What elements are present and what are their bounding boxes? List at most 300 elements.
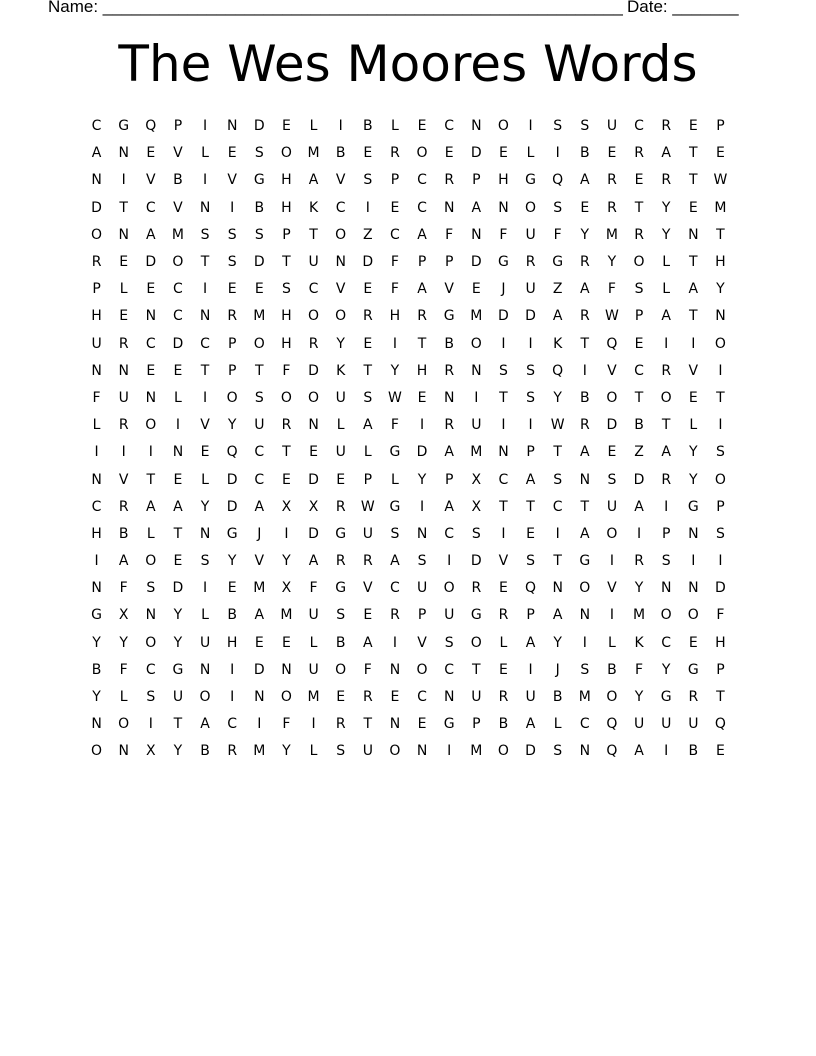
grid-letter[interactable]: C xyxy=(91,498,102,515)
grid-letter[interactable]: R xyxy=(607,199,617,216)
grid-letter[interactable]: O xyxy=(253,335,265,352)
grid-letter[interactable]: C xyxy=(634,118,644,135)
grid-letter[interactable]: O xyxy=(416,145,428,162)
grid-letter[interactable]: E xyxy=(499,145,508,162)
grid-letter[interactable]: D xyxy=(308,471,319,488)
grid-letter[interactable]: A xyxy=(580,281,590,298)
grid-letter[interactable]: I xyxy=(365,199,370,216)
grid-letter[interactable]: I xyxy=(392,634,397,651)
grid-letter[interactable]: L xyxy=(499,634,508,651)
grid-letter[interactable]: S xyxy=(227,254,237,271)
grid-letter[interactable]: U xyxy=(199,634,211,651)
grid-letter[interactable]: A xyxy=(525,471,536,488)
grid-letter[interactable]: A xyxy=(254,498,265,515)
grid-letter[interactable]: X xyxy=(281,498,292,515)
grid-letter[interactable]: M xyxy=(171,226,184,243)
grid-letter[interactable]: D xyxy=(606,417,618,434)
grid-letter[interactable]: U xyxy=(362,525,373,542)
grid-letter[interactable]: E xyxy=(146,362,156,379)
grid-letter[interactable]: R xyxy=(471,580,482,597)
grid-letter[interactable]: B xyxy=(91,661,102,678)
grid-letter[interactable]: E xyxy=(471,281,481,298)
grid-letter[interactable]: I xyxy=(202,118,208,135)
grid-letter[interactable]: V xyxy=(146,172,156,189)
grid-letter[interactable]: R xyxy=(579,308,590,325)
grid-letter[interactable]: S xyxy=(553,118,563,135)
grid-letter[interactable]: I xyxy=(148,444,153,461)
grid-letter[interactable]: A xyxy=(552,308,563,325)
grid-letter[interactable]: E xyxy=(119,308,129,325)
grid-letter[interactable]: O xyxy=(308,308,320,325)
grid-letter[interactable]: V xyxy=(688,362,699,379)
grid-letter[interactable]: V xyxy=(335,172,346,189)
grid-letter[interactable]: D xyxy=(470,145,482,162)
grid-letter[interactable]: M xyxy=(253,308,266,325)
grid-letter[interactable]: T xyxy=(499,498,508,515)
grid-letter[interactable]: T xyxy=(363,716,373,733)
grid-letter[interactable]: A xyxy=(688,281,699,298)
grid-letter[interactable]: I xyxy=(257,716,262,733)
grid-letter[interactable]: M xyxy=(633,607,646,624)
grid-letter[interactable]: W xyxy=(550,417,565,434)
grid-letter[interactable]: R xyxy=(444,362,455,379)
grid-letter[interactable]: S xyxy=(607,471,617,488)
grid-letter[interactable]: E xyxy=(390,199,400,216)
grid-letter[interactable]: I xyxy=(175,417,180,434)
grid-letter[interactable]: P xyxy=(634,308,644,325)
grid-letter[interactable]: Y xyxy=(580,226,590,243)
grid-letter[interactable]: I xyxy=(718,362,723,379)
grid-letter[interactable]: S xyxy=(200,553,210,570)
grid-letter[interactable]: E xyxy=(607,444,617,461)
grid-letter[interactable]: Y xyxy=(634,689,644,706)
grid-letter[interactable]: D xyxy=(308,362,319,379)
grid-letter[interactable]: Q xyxy=(552,172,564,189)
name-line[interactable]: Name: _______________________________________________________ xyxy=(48,0,623,16)
grid-letter[interactable]: N xyxy=(443,689,455,706)
grid-letter[interactable]: Y xyxy=(553,389,562,406)
grid-letter[interactable]: O xyxy=(280,389,292,406)
grid-letter[interactable]: R xyxy=(118,335,129,352)
grid-letter[interactable]: H xyxy=(281,172,292,189)
grid-letter[interactable]: E xyxy=(282,634,291,651)
grid-letter[interactable]: O xyxy=(714,471,726,488)
grid-letter[interactable]: C xyxy=(634,362,644,379)
grid-letter[interactable]: E xyxy=(716,145,725,162)
grid-letter[interactable]: O xyxy=(606,389,618,406)
grid-letter[interactable]: A xyxy=(146,498,156,515)
grid-letter[interactable]: A xyxy=(471,199,482,216)
grid-letter[interactable]: D xyxy=(715,580,726,597)
grid-letter[interactable]: I xyxy=(284,525,289,542)
grid-letter[interactable]: Q xyxy=(606,335,618,352)
grid-letter[interactable]: F xyxy=(92,389,101,406)
grid-letter[interactable]: Y xyxy=(661,226,671,243)
grid-letter[interactable]: Q xyxy=(525,580,537,597)
grid-letter[interactable]: I xyxy=(447,743,452,760)
grid-letter[interactable]: B xyxy=(335,634,346,651)
grid-letter[interactable]: B xyxy=(227,607,237,624)
grid-letter[interactable]: G xyxy=(389,444,401,461)
grid-letter[interactable]: I xyxy=(230,689,235,706)
grid-letter[interactable]: R xyxy=(444,417,455,434)
grid-letter[interactable]: L xyxy=(336,417,345,434)
grid-letter[interactable]: T xyxy=(200,362,210,379)
grid-letter[interactable]: H xyxy=(498,172,509,189)
grid-letter[interactable]: T xyxy=(282,444,291,461)
grid-letter[interactable]: Y xyxy=(92,634,101,651)
grid-letter[interactable]: N xyxy=(118,226,129,243)
grid-letter[interactable]: R xyxy=(390,607,400,624)
grid-letter[interactable]: P xyxy=(227,335,237,352)
grid-letter[interactable]: N xyxy=(199,199,211,216)
grid-letter[interactable]: E xyxy=(146,281,156,298)
grid-letter[interactable]: R xyxy=(498,607,509,624)
grid-letter[interactable]: I xyxy=(94,444,99,461)
grid-letter[interactable]: B xyxy=(607,661,617,678)
grid-letter[interactable]: S xyxy=(363,389,373,406)
grid-letter[interactable]: V xyxy=(417,634,427,651)
grid-letter[interactable]: M xyxy=(253,580,266,597)
grid-letter[interactable]: H xyxy=(226,634,238,651)
grid-letter[interactable]: R xyxy=(579,254,590,271)
grid-letter[interactable]: M xyxy=(470,308,483,325)
grid-letter[interactable]: C xyxy=(444,118,455,135)
grid-letter[interactable]: D xyxy=(172,580,184,597)
grid-letter[interactable]: M xyxy=(307,145,320,162)
grid-letter[interactable]: Y xyxy=(119,634,128,651)
grid-letter[interactable]: N xyxy=(443,389,455,406)
grid-letter[interactable]: Y xyxy=(553,634,562,651)
grid-letter[interactable]: S xyxy=(715,444,725,461)
grid-letter[interactable]: F xyxy=(119,661,128,678)
grid-letter[interactable]: Y xyxy=(716,281,725,298)
grid-letter[interactable]: E xyxy=(688,389,698,406)
grid-letter[interactable]: E xyxy=(688,634,698,651)
grid-letter[interactable]: N xyxy=(145,389,157,406)
grid-letter[interactable]: I xyxy=(609,553,614,570)
grid-letter[interactable]: T xyxy=(716,389,725,406)
grid-letter[interactable]: U xyxy=(335,444,346,461)
grid-letter[interactable]: Q xyxy=(714,716,726,733)
grid-letter[interactable]: I xyxy=(230,661,235,678)
grid-letter[interactable]: Q xyxy=(145,118,157,135)
grid-letter[interactable]: A xyxy=(308,172,319,189)
grid-letter[interactable]: C xyxy=(227,716,238,733)
grid-letter[interactable]: A xyxy=(118,553,129,570)
grid-letter[interactable]: A xyxy=(580,172,590,189)
grid-letter[interactable]: N xyxy=(552,580,563,597)
grid-letter[interactable]: L xyxy=(92,417,101,434)
grid-letter[interactable]: Y xyxy=(417,471,427,488)
grid-letter[interactable]: G xyxy=(470,607,482,624)
grid-letter[interactable]: S xyxy=(553,743,563,760)
grid-letter[interactable]: R xyxy=(227,743,238,760)
grid-letter[interactable]: D xyxy=(362,254,374,271)
grid-letter[interactable]: E xyxy=(607,145,617,162)
grid-letter[interactable]: D xyxy=(633,471,645,488)
grid-letter[interactable]: O xyxy=(416,661,428,678)
grid-letter[interactable]: A xyxy=(661,145,671,162)
grid-letter[interactable]: C xyxy=(444,661,455,678)
grid-letter[interactable]: X xyxy=(471,471,482,488)
grid-letter[interactable]: A xyxy=(580,444,590,461)
grid-letter[interactable]: G xyxy=(687,498,699,515)
grid-letter[interactable]: A xyxy=(580,525,590,542)
grid-letter[interactable]: N xyxy=(172,444,184,461)
grid-letter[interactable]: Z xyxy=(634,444,644,461)
grid-letter[interactable]: A xyxy=(417,281,427,298)
grid-letter[interactable]: T xyxy=(146,471,156,488)
grid-letter[interactable]: G xyxy=(335,525,347,542)
grid-letter[interactable]: I xyxy=(202,389,208,406)
grid-letter[interactable]: E xyxy=(363,607,373,624)
grid-letter[interactable]: T xyxy=(716,226,725,243)
grid-letter[interactable]: F xyxy=(282,716,291,733)
grid-letter[interactable]: R xyxy=(634,553,644,570)
grid-letter[interactable]: Y xyxy=(282,743,291,760)
grid-letter[interactable]: Y xyxy=(607,254,617,271)
grid-letter[interactable]: M xyxy=(307,689,320,706)
grid-letter[interactable]: O xyxy=(389,743,401,760)
grid-letter[interactable]: E xyxy=(146,145,156,162)
grid-letter[interactable]: N xyxy=(688,525,699,542)
grid-letter[interactable]: N xyxy=(443,199,455,216)
grid-letter[interactable]: M xyxy=(605,226,618,243)
grid-letter[interactable]: E xyxy=(363,335,373,352)
grid-letter[interactable]: R xyxy=(335,553,346,570)
grid-letter[interactable]: U xyxy=(606,498,618,515)
grid-letter[interactable]: I xyxy=(528,417,533,434)
grid-letter[interactable]: U xyxy=(661,716,672,733)
grid-letter[interactable]: O xyxy=(91,226,103,243)
grid-letter[interactable]: G xyxy=(443,716,455,733)
grid-letter[interactable]: S xyxy=(580,661,590,678)
grid-letter[interactable]: K xyxy=(308,199,319,216)
grid-letter[interactable]: S xyxy=(526,389,535,406)
grid-letter[interactable]: R xyxy=(362,308,373,325)
grid-letter[interactable]: B xyxy=(118,525,129,542)
grid-letter[interactable]: N xyxy=(145,308,157,325)
grid-letter[interactable]: K xyxy=(553,335,563,352)
grid-letter[interactable]: O xyxy=(226,389,238,406)
grid-letter[interactable]: F xyxy=(363,661,372,678)
grid-letter[interactable]: O xyxy=(470,634,482,651)
grid-letter[interactable]: I xyxy=(121,172,126,189)
grid-letter[interactable]: A xyxy=(417,226,427,243)
grid-letter[interactable]: L xyxy=(174,389,182,406)
grid-letter[interactable]: N xyxy=(91,580,102,597)
grid-letter[interactable]: B xyxy=(173,172,183,189)
grid-letter[interactable]: P xyxy=(444,254,454,271)
grid-letter[interactable]: I xyxy=(582,634,587,651)
grid-letter[interactable]: S xyxy=(146,580,156,597)
grid-letter[interactable]: N xyxy=(416,525,428,542)
grid-letter[interactable]: U xyxy=(91,335,102,352)
grid-letter[interactable]: P xyxy=(716,118,725,135)
grid-letter[interactable]: N xyxy=(389,661,401,678)
grid-letter[interactable]: H xyxy=(281,335,292,352)
grid-letter[interactable]: O xyxy=(145,417,157,434)
grid-letter[interactable]: L xyxy=(309,118,318,135)
grid-letter[interactable]: J xyxy=(501,281,506,298)
grid-letter[interactable]: R xyxy=(444,172,455,189)
grid-letter[interactable]: I xyxy=(338,118,343,135)
grid-letter[interactable]: O xyxy=(687,607,699,624)
grid-letter[interactable]: C xyxy=(254,444,265,461)
grid-letter[interactable]: M xyxy=(578,689,591,706)
grid-letter[interactable]: M xyxy=(714,199,727,216)
grid-letter[interactable]: P xyxy=(92,281,101,298)
grid-letter[interactable]: O xyxy=(497,743,509,760)
grid-letter[interactable]: S xyxy=(363,172,373,189)
grid-letter[interactable]: Z xyxy=(552,281,563,298)
grid-letter[interactable]: L xyxy=(363,444,372,461)
grid-letter[interactable]: T xyxy=(553,444,562,461)
grid-letter[interactable]: R xyxy=(634,226,644,243)
grid-letter[interactable]: G xyxy=(172,661,184,678)
grid-letter[interactable]: D xyxy=(253,661,265,678)
grid-letter[interactable]: I xyxy=(664,335,669,352)
grid-letter[interactable]: I xyxy=(718,417,723,434)
grid-letter[interactable]: U xyxy=(416,580,428,597)
grid-letter[interactable]: G xyxy=(687,661,699,678)
grid-letter[interactable]: S xyxy=(336,743,346,760)
grid-letter[interactable]: O xyxy=(606,525,618,542)
grid-letter[interactable]: S xyxy=(227,226,237,243)
grid-letter[interactable]: U xyxy=(362,743,373,760)
grid-letter[interactable]: O xyxy=(606,689,618,706)
grid-letter[interactable]: E xyxy=(336,471,346,488)
grid-letter[interactable]: C xyxy=(417,199,427,216)
grid-letter[interactable]: O xyxy=(525,199,537,216)
grid-letter[interactable]: Y xyxy=(173,634,183,651)
grid-letter[interactable]: E xyxy=(119,254,129,271)
grid-letter[interactable]: L xyxy=(391,118,399,135)
grid-letter[interactable]: O xyxy=(91,743,103,760)
grid-letter[interactable]: I xyxy=(691,335,696,352)
grid-letter[interactable]: V xyxy=(227,172,237,189)
grid-letter[interactable]: B xyxy=(688,743,699,760)
grid-letter[interactable]: N xyxy=(579,743,591,760)
grid-letter[interactable]: I xyxy=(94,553,99,570)
grid-letter[interactable]: T xyxy=(661,417,671,434)
grid-letter[interactable]: E xyxy=(363,281,373,298)
grid-letter[interactable]: C xyxy=(254,471,265,488)
grid-letter[interactable]: Y xyxy=(336,335,345,352)
grid-letter[interactable]: I xyxy=(718,553,723,570)
grid-letter[interactable]: M xyxy=(253,743,266,760)
grid-letter[interactable]: N xyxy=(281,661,292,678)
grid-letter[interactable]: G xyxy=(253,172,265,189)
grid-letter[interactable]: R xyxy=(634,145,644,162)
grid-letter[interactable]: X xyxy=(118,607,129,624)
grid-letter[interactable]: B xyxy=(580,389,590,406)
grid-letter[interactable]: E xyxy=(227,580,237,597)
grid-letter[interactable]: R xyxy=(335,498,346,515)
grid-letter[interactable]: L xyxy=(146,525,155,542)
grid-letter[interactable]: V xyxy=(498,553,509,570)
grid-letter[interactable]: N xyxy=(254,689,265,706)
grid-letter[interactable]: N xyxy=(91,172,102,189)
grid-letter[interactable]: A xyxy=(552,607,563,624)
grid-letter[interactable]: R xyxy=(498,689,509,706)
grid-letter[interactable]: L xyxy=(391,471,399,488)
grid-letter[interactable]: N xyxy=(91,362,102,379)
grid-letter[interactable]: S xyxy=(254,145,264,162)
grid-letter[interactable]: N xyxy=(498,199,509,216)
grid-letter[interactable]: L xyxy=(608,634,616,651)
grid-letter[interactable]: B xyxy=(444,335,454,352)
grid-letter[interactable]: P xyxy=(716,498,725,515)
grid-letter[interactable]: X xyxy=(146,743,156,760)
grid-letter[interactable]: R xyxy=(607,172,617,189)
grid-letter[interactable]: I xyxy=(230,199,235,216)
grid-letter[interactable]: X xyxy=(471,498,482,515)
grid-letter[interactable]: R xyxy=(91,254,102,271)
grid-letter[interactable]: N xyxy=(118,362,129,379)
grid-letter[interactable]: C xyxy=(308,281,319,298)
grid-letter[interactable]: N xyxy=(471,226,482,243)
grid-letter[interactable]: M xyxy=(470,743,483,760)
grid-letter[interactable]: R xyxy=(335,716,346,733)
grid-letter[interactable]: E xyxy=(526,525,535,542)
grid-letter[interactable]: C xyxy=(335,199,346,216)
grid-letter[interactable]: H xyxy=(715,254,726,271)
grid-letter[interactable]: S xyxy=(526,362,535,379)
grid-letter[interactable]: S xyxy=(390,525,400,542)
grid-letter[interactable]: H xyxy=(91,308,102,325)
grid-letter[interactable]: R xyxy=(579,417,590,434)
grid-letter[interactable]: E xyxy=(254,634,264,651)
grid-letter[interactable]: I xyxy=(447,553,452,570)
grid-letter[interactable]: E xyxy=(716,743,725,760)
grid-letter[interactable]: R xyxy=(118,417,129,434)
grid-letter[interactable]: G xyxy=(335,580,347,597)
grid-letter[interactable]: E xyxy=(390,689,400,706)
grid-letter[interactable]: O xyxy=(335,226,347,243)
grid-letter[interactable]: T xyxy=(689,145,698,162)
grid-letter[interactable]: N xyxy=(91,716,102,733)
grid-letter[interactable]: C xyxy=(552,498,563,515)
grid-letter[interactable]: E xyxy=(688,118,698,135)
grid-letter[interactable]: T xyxy=(499,389,508,406)
grid-letter[interactable]: U xyxy=(525,689,536,706)
grid-letter[interactable]: F xyxy=(445,226,454,243)
grid-letter[interactable]: S xyxy=(336,607,346,624)
grid-letter[interactable]: I xyxy=(148,716,153,733)
grid-letter[interactable]: R xyxy=(661,471,672,488)
grid-letter[interactable]: R xyxy=(525,254,536,271)
grid-letter[interactable]: B xyxy=(552,689,563,706)
grid-letter[interactable]: D xyxy=(253,118,265,135)
grid-letter[interactable]: L xyxy=(309,743,318,760)
grid-letter[interactable]: G xyxy=(525,172,536,189)
grid-letter[interactable]: U xyxy=(525,226,536,243)
grid-letter[interactable]: F xyxy=(390,254,399,271)
grid-letter[interactable]: H xyxy=(91,525,102,542)
grid-letter[interactable]: R xyxy=(362,689,373,706)
grid-letter[interactable]: R xyxy=(281,417,292,434)
grid-letter[interactable]: U xyxy=(633,716,645,733)
grid-letter[interactable]: L xyxy=(119,281,128,298)
grid-letter[interactable]: E xyxy=(444,145,454,162)
grid-letter[interactable]: N xyxy=(118,145,129,162)
grid-letter[interactable]: A xyxy=(200,716,210,733)
grid-letter[interactable]: O xyxy=(118,716,130,733)
grid-letter[interactable]: G xyxy=(552,254,564,271)
grid-letter[interactable]: U xyxy=(118,389,129,406)
